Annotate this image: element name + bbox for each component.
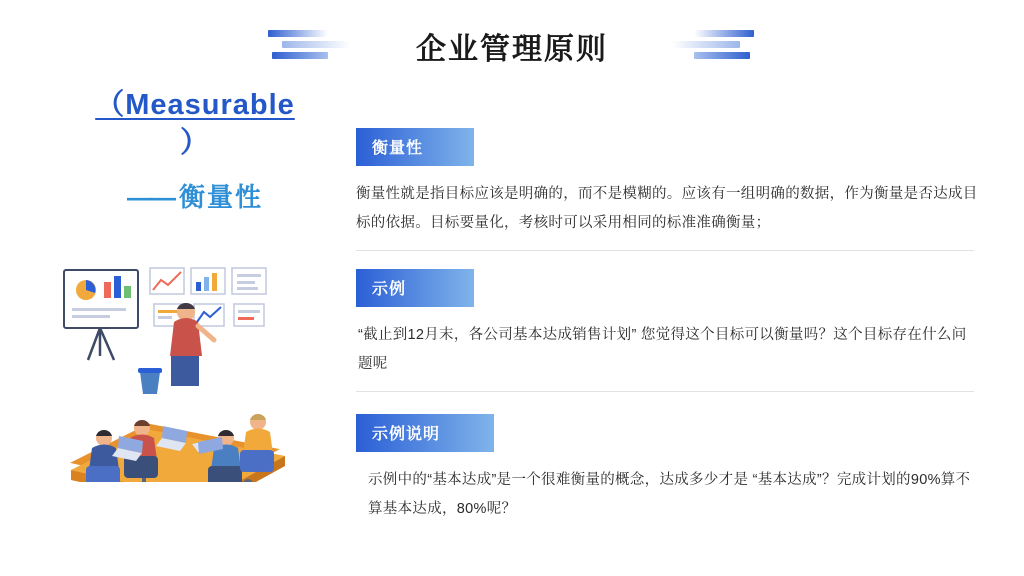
left-subtitle xyxy=(60,177,330,214)
section-body-example-explanation: 示例中的“基本达成”是一个很难衡量的概念，达成多少才是 “基本达成”？完成计划的90%算不算基本达成，80%呢？ xyxy=(368,472,971,517)
trash-bin-icon xyxy=(138,368,162,394)
left-heading-english: （Measurable xyxy=(95,89,295,121)
left-subtitle-dash: —— xyxy=(126,181,173,212)
presentation-screen-icon xyxy=(64,270,138,360)
section-example-explanation xyxy=(356,414,980,524)
left-panel xyxy=(60,86,330,214)
page-title: 企业管理原则 xyxy=(416,33,608,66)
section-label-example-explanation: 示例说明 xyxy=(356,414,494,452)
section-body-measurability: 衡量性就是指目标应该是明确的，而不是模糊的。应该有一组明确的数据，作为衡量是否达成目标的依据。目标要量化，考核时可以采用相同的标准准确衡量； xyxy=(356,186,978,231)
section-example xyxy=(356,269,980,392)
left-heading xyxy=(60,86,330,163)
left-heading-paren-close: ） xyxy=(179,127,210,160)
section-divider-2 xyxy=(356,391,974,392)
section-body-example: “截止到12月末，各公司基本达成销售计划” 您觉得这个目标可以衡量吗？这个目标存在什么问题呢 xyxy=(358,327,967,372)
wall-charts-icon xyxy=(150,268,266,326)
section-divider-1 xyxy=(356,250,974,251)
section-label-example: 示例 xyxy=(356,269,474,307)
business-meeting-illustration xyxy=(58,252,288,482)
section-label-measurability: 衡量性 xyxy=(356,128,474,166)
left-subtitle-text: 衡量性 xyxy=(178,181,263,212)
content-panel xyxy=(356,128,980,538)
section-measurability xyxy=(356,128,980,251)
